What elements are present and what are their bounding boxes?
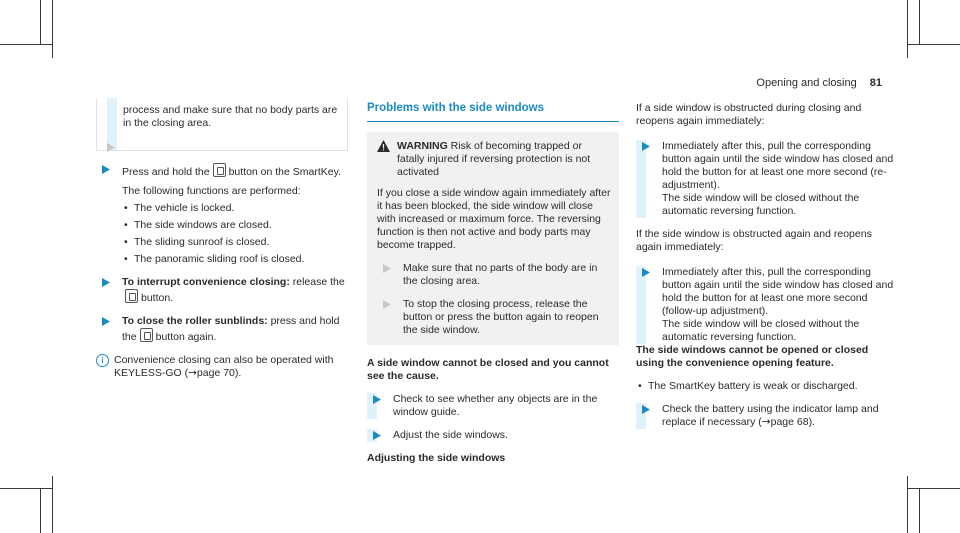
step-text: button on the SmartKey.: [228, 166, 342, 178]
triangle-right-icon: [107, 143, 115, 152]
subsection-heading: Adjusting the side windows: [367, 452, 506, 464]
triangle-right-icon: [102, 278, 110, 287]
step-check-objects: [367, 393, 619, 419]
crop-mark: [0, 488, 52, 489]
crop-mark: [52, 476, 53, 533]
intro-text: If a side window is obstructed during closing and reopens again immediately:: [636, 102, 862, 127]
step-roller-sunblinds: [96, 315, 348, 344]
warning-step: [377, 298, 611, 337]
step-text: press and hold the: [122, 315, 340, 343]
continued-step-box: [96, 98, 348, 151]
page-link-arrow: →: [188, 367, 197, 379]
triangle-right-icon: [642, 142, 650, 151]
list-item: • The sliding sunroof is closed.: [122, 236, 348, 249]
list-item: • The side windows are closed.: [122, 219, 348, 232]
subsection-heading: A side window cannot be closed and you cannot see the cause.: [367, 357, 609, 382]
step-text: Immediately after this, pull the corresponding button again until the side window has closed and hold the button for at least one more second (follow-up adjustment).: [662, 266, 894, 317]
triangle-right-icon: [102, 317, 110, 326]
cause-list: [636, 380, 896, 393]
crop-mark: [907, 488, 960, 489]
crop-mark: [919, 0, 920, 44]
warning-header: [377, 140, 611, 179]
follow-text: The following functions are performed:: [122, 185, 301, 197]
triangle-right-icon: [102, 165, 110, 174]
step-check-battery: [636, 403, 896, 429]
step-label: To close the roller sunblinds:: [122, 315, 268, 327]
triangle-right-icon: [373, 431, 381, 440]
column-right: [636, 102, 896, 439]
step-press-hold: [96, 163, 348, 266]
crop-mark: [907, 0, 908, 58]
step-text: The side window will be closed without the automatic reversing function.: [662, 318, 860, 343]
crop-mark: [52, 0, 53, 58]
step-text: button.: [141, 292, 174, 304]
step-text: Check the battery using the indicator lamp and replace if necessary (: [662, 403, 879, 428]
note-page-link[interactable]: page 70).: [196, 367, 242, 379]
warning-triangle-icon: [377, 140, 390, 152]
step-text: Adjust the side windows.: [393, 429, 508, 441]
page-number: 81: [869, 77, 882, 89]
step-text: button again.: [155, 331, 217, 343]
note-text: Convenience closing can also be operated with KEYLESS-GO (: [114, 354, 334, 379]
column-middle: [367, 102, 619, 475]
smartkey-button-icon: [140, 328, 153, 342]
step-text: The side window will be closed without the automatic reversing function.: [662, 192, 860, 217]
continued-text: process and make sure that no body parts are in the closing area.: [123, 104, 338, 129]
warning-box: [367, 132, 619, 345]
crop-mark: [40, 488, 41, 533]
step-text: To stop the closing process, release the button or press the button again to reopen the side window.: [403, 298, 599, 336]
step-text: Make sure that no parts of the body are in the closing area.: [403, 262, 598, 287]
smartkey-button-icon: [125, 289, 138, 303]
step-bar: [636, 266, 646, 344]
intro-text: If the side window is obstructed again and reopens again immediately:: [636, 228, 872, 253]
step-text: Press and hold the: [122, 166, 210, 178]
list-item: • The panoramic sliding roof is closed.: [122, 253, 348, 266]
page-header: [756, 77, 882, 90]
triangle-right-icon: [383, 300, 391, 309]
step-followup-adjust: [636, 266, 896, 344]
list-item: • The SmartKey battery is weak or discharged.: [636, 380, 896, 393]
section-title: Opening and closing: [756, 77, 857, 89]
crop-mark: [907, 476, 908, 533]
step-readjust: [636, 140, 896, 218]
step-text: release the: [292, 276, 345, 288]
step-bar: [636, 140, 646, 218]
warning-step: [377, 262, 611, 288]
step-adjust-windows: [367, 429, 619, 442]
step-label: To interrupt convenience closing:: [122, 276, 290, 288]
battery-page-link[interactable]: page 68).: [770, 416, 815, 428]
triangle-right-icon: [642, 268, 650, 277]
section-heading: Problems with the side windows: [367, 102, 619, 122]
step-text: Check to see whether any objects are in the window guide.: [393, 393, 598, 418]
subsection-heading: The side windows cannot be opened or closed using the convenience opening feature.: [636, 344, 869, 369]
crop-mark: [907, 44, 960, 45]
function-list: [122, 202, 348, 266]
page-link-arrow: →: [761, 416, 771, 428]
column-left: [96, 98, 348, 380]
crop-mark: [40, 0, 41, 44]
crop-mark: [0, 44, 52, 45]
smartkey-button-icon: [213, 163, 226, 177]
step-interrupt: [96, 276, 348, 305]
warning-title: Risk of becoming trapped or fatally injured if reversing protection is not activated: [397, 140, 591, 178]
note: [96, 354, 348, 380]
triangle-right-icon: [373, 395, 381, 404]
list-item: • The vehicle is locked.: [122, 202, 348, 215]
crop-mark: [919, 488, 920, 533]
step-text: Immediately after this, pull the corresponding button again until the side window has closed and hold the button for at least one more second (re-adjustment).: [662, 140, 894, 191]
triangle-right-icon: [642, 405, 650, 414]
warning-body: If you close a side window again immediately after it has been blocked, the side window will close with increased or maximum force. The reversing function is then not active and body parts may become trapped.: [377, 187, 611, 251]
warning-label: WARNING: [397, 140, 448, 152]
info-icon: i: [96, 354, 109, 367]
triangle-right-icon: [383, 264, 391, 273]
